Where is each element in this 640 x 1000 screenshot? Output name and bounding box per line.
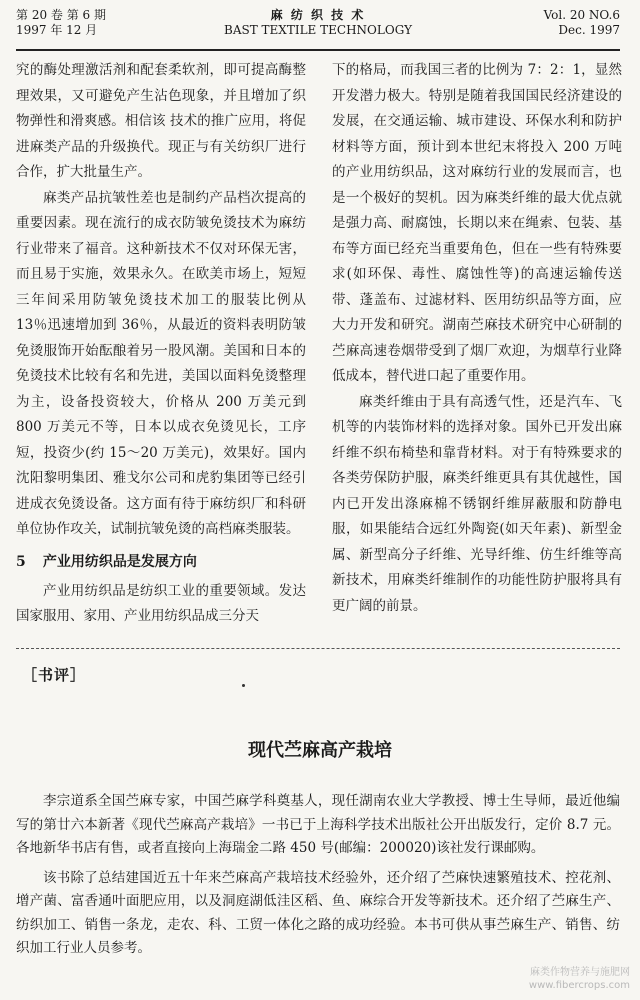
paragraph: 麻类产品抗皱性差也是制约产品档次提高的重要因素。现在流行的成衣防皱免烫技术为麻纺行业带来了福音。这种新技术不仅对环保无害，而且易于实施，效果永久。在欧美市场上，短短三年间采用防皱免烫技术加工的服装比例从 13％迅速增加到 36％，从最近的资料表明防皱免烫服饰开始酝酿着另一股风潮。美国和日本的免烫技术比较有名和先进，美国以面料免烫整理为主，设备投资较大，价格从 200 万美元到 800 万美元不等，日本以成衣免烫见长，工序短，投资少(约 15～20 万美元)，效果好。国内沈阳黎明集团、雅戈尔公司和虎豹集团等已经引进成衣免烫设备。这方面有待于麻纺织厂和科研单位协作攻关，试制抗皱免烫的高档麻类服装。: [16, 189, 306, 537]
paragraph: 下的格局，而我国三者的比例为 7：2：1，显然开发潜力极大。特别是随着我国国民经济建设的发展，在交通运输、城市建设、环保水利和防护材料等方面，预计到本世纪末将投入 200 万吨的产业用纺织品，这对麻纺行业的发展而言，也是一个极好的契机。因为麻类纤维的最大优点就是强力高、耐腐蚀，长期以来在绳索、包装、基布等方面已经充当重要角色，但在一些有特殊要求(如环保、毒性、腐蚀性等)的高速运输传送带、蓬盖布、过滤材料、医用纺织品等方面，应大力开发和研究。湖南苎麻技术研究中心研制的苎麻高速卷烟带受到了烟厂欢迎，为烟草行业降低成本，替代进口起了重要作用。: [332, 62, 622, 384]
paragraph: 麻类纤维由于具有高透气性，还是汽车、飞机等的内装饰材料的选择对象。国外已开发出麻纤维不织布椅垫和靠背材料。对于有特殊要求的各类劳保防护服，麻类纤维更具有其优越性，国内已开发出涤麻棉不锈钢纤维屏蔽服和防静电服，如果能结合远红外陶瓷(如天年素)、新型金属、新型高分子纤维、光导纤维、仿生纤维等高新技术，用麻类纤维制作的功能性防护服将具有更广阔的前景。: [332, 393, 622, 614]
paragraph: 究的酶处理激活剂和配套柔软剂，即可提高酶整理效果，又可避免产生沾色现象，并且增加了织物弹性和滑爽感。相信该 技术的推广应用，将促进麻类产品的升级换代。现正与有关纺织厂进行合作，扩大批量生产。: [16, 62, 306, 180]
journal-name: [16, 8, 620, 38]
issue-date-en: Dec. 1997: [558, 23, 620, 37]
watermark-name: 麻类作物营养与施肥网: [530, 967, 630, 978]
section-heading: [16, 549, 306, 575]
section-divider: [16, 648, 620, 649]
journal-name-en: BAST TEXTILE TECHNOLOGY: [224, 23, 412, 37]
book-review-body: [16, 790, 620, 967]
paragraph: 李宗道系全国苎麻专家，中国苎麻学科奠基人，现任湖南农业大学教授、博士生导师，最近他编写的第廿六本新著《现代苎麻高产栽培》一书已于上海科学技术出版社公开出版发行，定价 8.7 元。各地新华书店有售，或者直接向上海瑞金二路 450 号(邮编：200020)该社发行课邮购。: [16, 793, 620, 856]
volume-issue-en: Vol. 20 NO.6: [543, 8, 620, 22]
left-column: [16, 58, 306, 630]
journal-issue-info-en: [544, 8, 620, 38]
section-title: 产业用纺织品是发展方向: [42, 553, 197, 570]
review-title: 现代苎麻高产栽培: [248, 740, 392, 761]
volume-issue: 第 20 卷 第 6 期: [16, 8, 106, 22]
book-review-tag: ［书评］: [22, 666, 87, 684]
page-header: [16, 8, 620, 48]
paragraph: 产业用纺织品是纺织工业的重要领域。发达国家服用、家用、产业用纺织品成三分天: [16, 582, 306, 624]
watermark-url: www.fibercrops.com: [528, 980, 630, 991]
print-speck: [242, 684, 245, 687]
paragraph: 该书除了总结建国近五十年来苎麻高产栽培技术经验外，还介绍了苎麻快速繁殖技术、控花剂、增产菌、富香通叶面肥应用，以及洞庭湖低洼区稻、鱼、麻综合开发等新技术。还介绍了苎麻生产、纺织加工、销售一条龙，走农、科、工贸一体化之路的成功经验。本书可供从事苎麻生产、销售、纺织加工行业人员参考。: [16, 869, 620, 956]
issue-date: 1997 年 12 月: [16, 23, 98, 37]
journal-name-cn: 麻 纺 织 技 术: [270, 8, 366, 22]
header-rule: [16, 49, 620, 51]
site-watermark: [529, 966, 630, 992]
right-column: [332, 58, 622, 619]
section-number: 5: [16, 553, 26, 570]
